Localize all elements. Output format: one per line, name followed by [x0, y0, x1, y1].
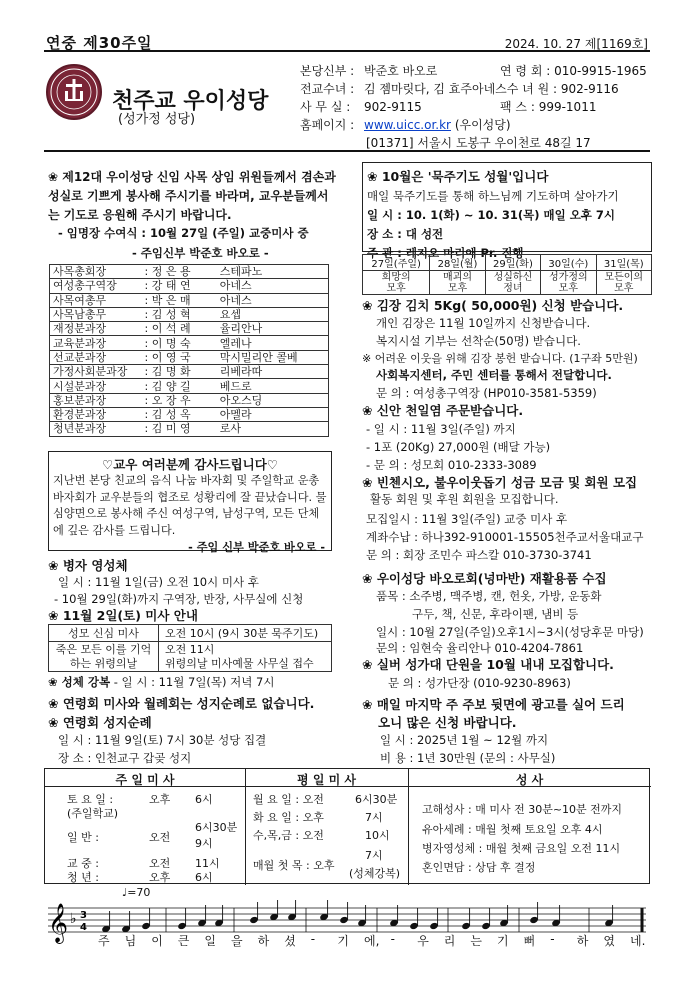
rosary-mystery: 성가정의 모후 — [541, 271, 596, 295]
sick-title: ❀ 병자 영성체 — [48, 558, 128, 573]
choir-title: ❀ 실버 성가대 단원을 10월 내내 모집합니다. — [362, 657, 614, 672]
thanks-body: 지난번 본당 친교의 음식 나눔 바자회 및 주일학교 운총 바자회가 교우분들의 협조로 성황리에 잘 끝났습니다. 물심양면으로 봉사해 주신 여성구역, 남성구역, 모든 단체에 깊은 감사를 드립니다. — [53, 474, 327, 537]
role-title: 홍보분과장 — [50, 393, 142, 407]
role-row — [50, 293, 329, 307]
nov2-cell: 죽은 모든 이를 기억하는 위령의날 — [49, 642, 159, 672]
kimchi-line-1: 개인 김장은 11월 10일까지 신청받습니다. — [376, 316, 591, 330]
recycle-line-2: 구두, 책, 신문, 후라이팬, 냄비 등 — [412, 607, 579, 621]
blessing-title: ❀ 성체 강복 — [48, 675, 111, 689]
role-title: 청년분과장 — [50, 422, 142, 436]
lyric-syllable: - — [310, 932, 316, 946]
lyric-syllable: 에, — [364, 934, 380, 948]
rosary-table — [362, 254, 652, 295]
ad-title-2: 오니 많은 신청 바랍니다. — [378, 715, 517, 730]
intro-paragraph: ❀ 제12대 우이성당 신임 사목 상임 위원들께서 겸손과 성실로 기쁘게 봉사해 주시기를 바라며, 교우분들께서는 기도로 응원해 주시기 바랍니다. — [48, 170, 336, 222]
lyric-syllable: 일 — [204, 934, 216, 948]
lyric-syllable: - — [390, 932, 395, 946]
sick-line-2: - 10월 29일(화)까지 구역장, 반장, 사무실에 신청 — [54, 592, 304, 606]
info-homepage: 홈페이지 : www.uicc.or.kr (우이성당) — [300, 118, 511, 132]
weekday-mass-list: 월 요 일 : 오전 6시30분 화 요 일 : 오후 7시 수,목,금 : 오전 10시 매월 첫 목 : 오후 7시 (성체강복) — [253, 793, 401, 880]
rosary-day: 30일(수) — [541, 255, 596, 271]
ad-line-1: 일 시 : 2025년 1월 ~ 12월 까지 — [380, 733, 549, 747]
lyric-syllable: 는 — [470, 934, 482, 948]
sunday-mass-list: 토 요 일 : (주일학교) 오후 6시 일 반 : 오전 6시30분 9시 교 중 : 오전 11시 청 년 : 오후 6시 — [67, 793, 238, 884]
svg-text:3: 3 — [80, 910, 87, 921]
role-row — [50, 265, 329, 279]
role-row — [50, 393, 329, 407]
song-score — [44, 886, 650, 952]
vincent-line-3: 계좌수납 : 하나392-910001-15505천주교서울대교구 — [366, 530, 644, 544]
sacrament-header: 성 사 — [515, 773, 544, 787]
salt-line-2: - 1포 (20Kg) 27,000원 (배달 가능) — [366, 440, 551, 454]
top-bar — [44, 30, 650, 52]
nov2-title: ❀ 11월 2일(토) 미사 안내 — [48, 608, 198, 623]
rosary-mystery: 성실하신 정녀 — [485, 271, 540, 295]
salt-title: ❀ 신안 천일염 주문받습니다. — [362, 403, 524, 418]
kimchi-line-4: 사회복지센터, 주민 센터를 통해서 전달합니다. — [376, 368, 612, 382]
info-address: [01371] 서울시 도봉구 우이천로 48길 17 — [366, 136, 591, 150]
rosary-line-2: 일 시 : 10. 1(화) ~ 10. 31(목) 매일 오후 7시 — [367, 208, 616, 222]
role-title: 가정사회분과장 — [50, 365, 142, 379]
role-person: : 이 영 국 막시밀리안 콜베 — [142, 350, 329, 364]
thanks-box — [48, 451, 332, 554]
nov2-cell: 성모 신심 미사 — [49, 625, 159, 642]
lyric-syllable: 기 — [497, 934, 509, 948]
role-row — [50, 322, 329, 336]
lyric-syllable: 주 — [98, 934, 110, 948]
role-title: 재정분과장 — [50, 322, 142, 336]
rosary-title: ❀ 10월은 '묵주기도 성월'입니다 — [367, 169, 549, 184]
role-person: : 강 태 연 아네스 — [142, 279, 329, 293]
role-title: 시설분과장 — [50, 379, 142, 393]
mass-schedule — [44, 768, 650, 884]
blessing-line — [48, 674, 274, 690]
nov2-cell: 오전 11시 위령의날 미사예물 사무실 접수 — [159, 642, 332, 672]
role-row — [50, 336, 329, 350]
role-person: : 김 미 영 로사 — [142, 422, 329, 436]
rosary-mystery: 희망의 모후 — [363, 271, 430, 295]
role-row — [50, 365, 329, 379]
sunday-mass-header: 주 일 미 사 — [115, 773, 175, 787]
rosary-day: 28일(월) — [430, 255, 485, 271]
recycle-line-4: 문의 : 임현숙 율리안나 010-4204-7861 — [376, 641, 584, 655]
rosary-box — [362, 162, 652, 260]
role-title: 선교분과장 — [50, 350, 142, 364]
issue-info — [505, 35, 648, 52]
intro-signature: - 주임신부 박준호 바오로 - — [132, 246, 269, 260]
lyric-syllable: 뻐 — [523, 934, 536, 948]
church-seal-icon — [48, 66, 100, 118]
rosary-line-1: 매일 묵주기도를 통해 하느님께 기도하며 살아가기 — [367, 189, 619, 203]
svg-text:4: 4 — [80, 922, 87, 933]
homepage-link[interactable]: www.uicc.or.kr — [364, 118, 451, 132]
info-pastor: 본당신부 : 박준호 바오로 연 령 회 : 010-9915-1965 — [300, 64, 647, 78]
church-logo — [46, 64, 102, 120]
role-title: 사목총회장 — [50, 265, 142, 279]
role-row — [50, 279, 329, 293]
sacrament-list: 고해성사 : 매 미사 전 30분~10분 전까지 유아세례 : 매월 첫째 토요일 오후 4시 병자영성체 : 매월 첫째 금요일 오전 11시 혼인면담 : 상담 후 결정 — [422, 803, 623, 874]
kimchi-line-5: 문 의 : 여성총구역장 (HP010-3581-5359) — [376, 386, 597, 400]
role-person: : 김 양 길 베드로 — [142, 379, 329, 393]
role-person: : 정 은 용 스테파노 — [142, 265, 329, 279]
header-divider — [44, 150, 650, 152]
lyric-syllable: 였 — [603, 934, 615, 948]
choir-line-1: 문 의 : 성가단장 (010-9230-8963) — [388, 676, 571, 690]
recycle-title: ❀ 우이성당 바오로회(넝마반) 재활용품 수집 — [362, 571, 607, 586]
rosary-day: 29일(화) — [485, 255, 540, 271]
lyric-syllable: 하 — [257, 934, 270, 948]
lyric-syllable: 님 — [124, 934, 137, 948]
role-person: : 이 석 례 율리안나 — [142, 322, 329, 336]
lyric-syllable: 하 — [576, 934, 589, 948]
nov2-table — [48, 624, 332, 672]
lyric-syllable: 이 — [151, 934, 163, 948]
info-sisters: 전교수녀 : 김 젬마릿다, 김 효주아네스수 녀 원 : 902-9116 — [300, 82, 619, 96]
pilgrim-line-2: 장 소 : 인천교구 갑곶 성지 — [58, 751, 192, 765]
blessing-detail: - 일 시 : 11월 7일(목) 저녁 7시 — [113, 675, 275, 689]
role-row — [50, 422, 329, 436]
vincent-title: ❀ 빈첸시오, 불우이웃돕기 성금 모금 및 회원 모집 — [362, 475, 638, 490]
thanks-signature: - 주임 신부 박준호 바오로 - — [188, 541, 325, 554]
pilgrim-line-1: 일 시 : 11월 9일(토) 7시 30분 성당 집결 — [58, 733, 267, 747]
roles-table — [49, 264, 329, 437]
memorial-title: ❀ 연령회 미사와 월례회는 성지순례로 없습니다. — [48, 696, 315, 711]
role-person: : 김 명 화 리베라따 — [142, 365, 329, 379]
vincent-line-4: 문 의 : 회장 조민수 파스칼 010-3730-3741 — [366, 548, 592, 562]
ad-title-1: ❀ 매일 마지막 주 주보 뒷면에 광고를 실어 드리 — [362, 697, 625, 712]
role-title: 사목여총무 — [50, 293, 142, 307]
svg-text:♭: ♭ — [70, 911, 77, 927]
role-person: : 김 성 옥 아멜라 — [142, 407, 329, 421]
recycle-line-3: 일시 : 10월 27일(주일)오후1시~3시(성당후문 마당) — [376, 625, 644, 639]
rosary-mystery: 모든이의 모후 — [596, 271, 651, 295]
rosary-line-4: 주 관 : 레지오 마리애 Pr. 진행 — [367, 246, 524, 260]
rosary-day: 27일(주일) — [363, 255, 430, 271]
lyric-syllable: 셨 — [284, 934, 296, 948]
role-title: 교육분과장 — [50, 336, 142, 350]
pilgrim-title: ❀ 연령회 성지순례 — [48, 715, 152, 730]
church-name: 천주교 우이성당 — [112, 89, 269, 114]
salt-line-3: - 문 의 : 성모회 010-2333-3089 — [366, 458, 537, 472]
kimchi-line-2: 복지시설 기부는 선착순(50명) 받습니다. — [376, 334, 581, 348]
vincent-line-1: 활동 회원 및 후원 회원을 모집합니다. — [370, 492, 559, 506]
recycle-line-1: 품목 : 소주병, 맥주병, 캔, 헌옷, 가방, 운동화 — [376, 589, 602, 603]
thanks-title: ♡교우 여러분께 감사드립니다♡ — [101, 457, 279, 472]
issue-number: 제[1169호] — [584, 37, 648, 51]
season-title: 연중 제30주일 — [46, 34, 153, 52]
kimchi-title: ❀ 김장 김치 5Kg( 50,000원) 신청 받습니다. — [362, 298, 624, 313]
role-person: : 오 장 우 아오스딩 — [142, 393, 329, 407]
lyric-syllable: 네. — [630, 934, 646, 948]
appointment-line: - 임명장 수여식 : 10월 27일 (주일) 교중미사 중 — [58, 226, 309, 240]
lyric-syllable: 을 — [231, 934, 243, 948]
lyric-syllable: 리 — [443, 934, 456, 948]
weekday-mass-header: 평 일 미 사 — [297, 773, 356, 787]
role-title: 환경분과장 — [50, 407, 142, 421]
role-row — [50, 379, 329, 393]
lyric-syllable: 우 — [417, 934, 429, 948]
kimchi-line-3: ※ 어려운 이웃을 위해 김장 봉헌 받습니다. (1구좌 5만원) — [362, 352, 638, 365]
role-row — [50, 307, 329, 321]
lyric-syllable: - — [550, 932, 555, 946]
ad-line-2: 비 용 : 1년 30만원 (문의 : 사무실) — [380, 751, 556, 765]
rosary-line-3: 장 소 : 대 성전 — [367, 227, 444, 241]
lyric-syllable: 기 — [337, 934, 349, 948]
role-person: : 김 성 혁 요셉 — [142, 307, 329, 321]
info-office: 사 무 실 : 902-9115 팩 스 : 999-1011 — [300, 100, 597, 114]
sick-line-1: 일 시 : 11월 1일(금) 오전 10시 미사 후 — [58, 575, 259, 589]
song-lyrics — [44, 932, 650, 948]
salt-line-1: - 일 시 : 11월 3일(주일) 까지 — [366, 422, 516, 436]
role-row — [50, 407, 329, 421]
lyric-syllable: 큰 — [177, 934, 190, 948]
role-title: 여성총구역장 — [50, 279, 142, 293]
role-title: 사목남총무 — [50, 307, 142, 321]
nov2-cell: 오전 10시 (9시 30분 묵주기도) — [159, 625, 332, 642]
role-person: : 박 은 매 아네스 — [142, 293, 329, 307]
vincent-line-2: 모집일시 : 11월 3일(주일) 교중 미사 후 — [366, 512, 568, 526]
rosary-day: 31일(목) — [596, 255, 651, 271]
rosary-mystery: 매괴의 모후 — [430, 271, 485, 295]
svg-text:𝄞: 𝄞 — [48, 903, 69, 943]
bulletin-date: 2024. 10. 27 — [504, 37, 582, 51]
song-tempo: ♩=70 — [122, 886, 151, 899]
church-subtitle: (성가정 성당) — [118, 112, 196, 127]
role-row — [50, 350, 329, 364]
role-person: : 이 명 숙 엘레나 — [142, 336, 329, 350]
